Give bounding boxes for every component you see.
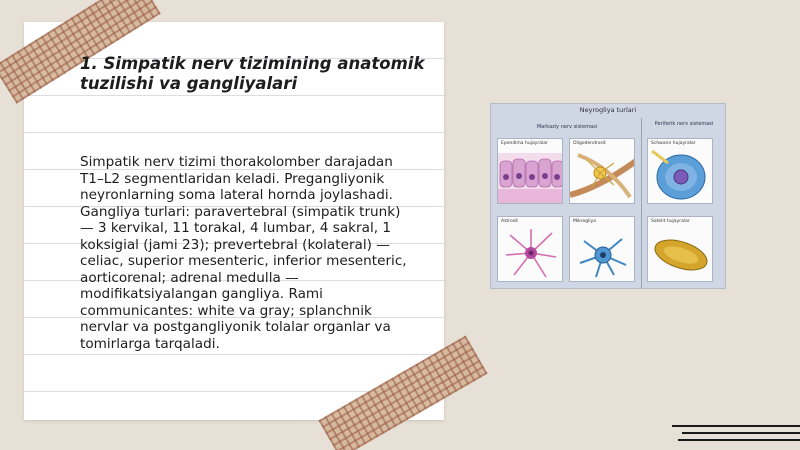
slide-body-text: Simpatik nerv tizimi thorakolomber darajadan T1–L2 segmentlaridan keladi. Pregangliyonik neyronlarning soma lateral hornda joylashadi. Gangliya turlari: paravertebral (simpatik trunk) — 3 kervikal, 11 torakal, 4 lumbar, 4 sakral, 1 koksigial (jami 23); prevertebral (kolateral) — celiac, superior mesenteric, inferior mesenteric, aorticorenal; adrenal medulla — modifikatsiyalangan gangliya. Rami communicantes: white va gray; splanchnik nervlar va postgangliyonik tolalar organlar va tomirlarga tarqaladi. xyxy=(80,154,407,352)
schwann-cell-image xyxy=(648,147,713,204)
slide-title: 1. Simpatik nerv tizimining anatomik tuzilishi va gangliyalari xyxy=(80,54,425,93)
oligodendrocyte-label: Oligodendrosit xyxy=(573,141,606,146)
astrocyte-image xyxy=(498,225,563,282)
satellite-cell-label: Satelit hujayralar xyxy=(651,219,690,224)
astrocyte-panel xyxy=(497,216,563,282)
neuroglia-figure xyxy=(490,103,726,289)
oligodendrocyte-panel xyxy=(569,138,635,204)
figure-title: Neyrogliya turlari xyxy=(579,106,637,114)
ependymal-cell-panel xyxy=(497,138,563,204)
ependymal-cell-label: Ependima hujayralar xyxy=(501,141,548,146)
schwann-cell-label: Schwann hujayralar xyxy=(651,141,696,146)
astrocyte-label: Astrosit xyxy=(501,219,519,224)
schwann-cell-panel xyxy=(647,138,713,204)
figure-divider xyxy=(641,118,642,288)
oligodendrocyte-image xyxy=(570,147,635,204)
ependymal-cells-image xyxy=(498,147,563,204)
figure-central-label: Markaziy nerv sistemasi xyxy=(536,124,598,130)
satellite-cell-panel xyxy=(647,216,713,282)
figure-peripheral-label: Periferik nerv sistemasi xyxy=(654,121,714,127)
microglia-label: Mikrogliya xyxy=(573,219,597,224)
microglia-panel xyxy=(569,216,635,282)
microglia-image xyxy=(570,225,635,282)
decorative-lines xyxy=(672,425,800,445)
satellite-cell-image xyxy=(648,225,713,282)
